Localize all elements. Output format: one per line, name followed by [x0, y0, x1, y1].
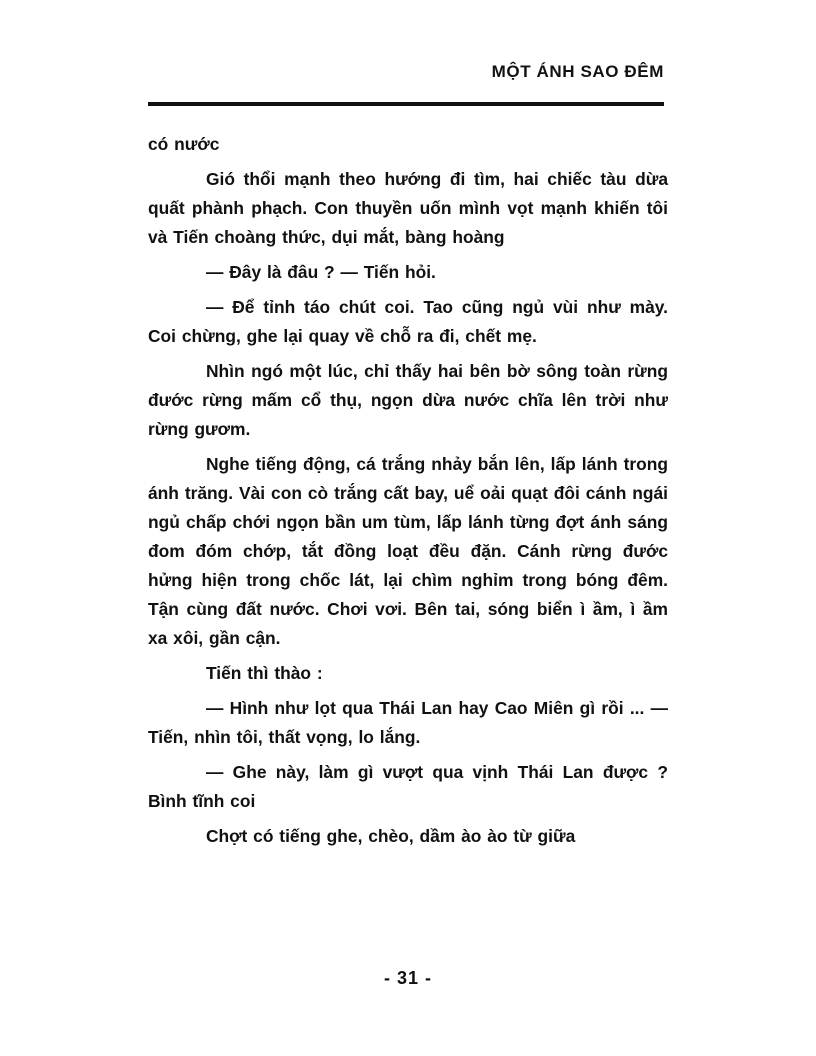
page-number: - 31 -: [383, 968, 432, 988]
body-text: [148, 130, 668, 857]
paragraph: Tiến thì thào :: [206, 663, 323, 683]
dialogue-line: — Ghe này, làm gì vượt qua vịnh Thái Lan được ? Bình tĩnh coi: [148, 762, 668, 811]
dialogue-line: — Để tỉnh táo chút coi. Tao cũng ngủ vùi như mày. Coi chừng, ghe lại quay về chỗ ra đi, chết mẹ.: [148, 297, 668, 346]
paragraph: Chợt có tiếng ghe, chèo, dầm ào ào từ giữa: [206, 826, 576, 846]
paragraph: Gió thổi mạnh theo hướng đi tìm, hai chiếc tàu dừa quất phành phạch. Con thuyền uốn mình vọt mạnh khiến tôi và Tiến choàng thức, dụi mắt, bàng hoàng: [148, 169, 668, 247]
header-rule: [148, 102, 664, 106]
paragraph: Nhìn ngó một lúc, chỉ thấy hai bên bờ sông toàn rừng đước rừng mấm cổ thụ, ngọn dừa nước chĩa lên trời như rừng gươm.: [148, 361, 668, 439]
running-title: MỘT ÁNH SAO ĐÊM: [491, 62, 664, 81]
dialogue-line: — Đây là đâu ? — Tiến hỏi.: [206, 262, 436, 282]
paragraph-continuation: có nước: [148, 134, 220, 154]
dialogue-line: — Hình như lọt qua Thái Lan hay Cao Miên gì rồi ... — Tiến, nhìn tôi, thất vọng, lo lắng.: [148, 698, 668, 747]
paragraph: Nghe tiếng động, cá trắng nhảy bắn lên, lấp lánh trong ánh trăng. Vài con cò trắng cất bay, uể oải quạt đôi cánh ngái ngủ chấp chới ngọn bần um tùm, lấp lánh từng đợt ánh sáng đom đóm chớp, tắt đồng loạt đều đặn. Cánh rừng đước hửng hiện trong chốc lát, lại chìm nghỉm trong bóng đêm. Tận cùng đất nước. Chơi vơi. Bên tai, sóng biển ì ầm, ì ầm xa xôi, gần cận.: [148, 454, 668, 648]
